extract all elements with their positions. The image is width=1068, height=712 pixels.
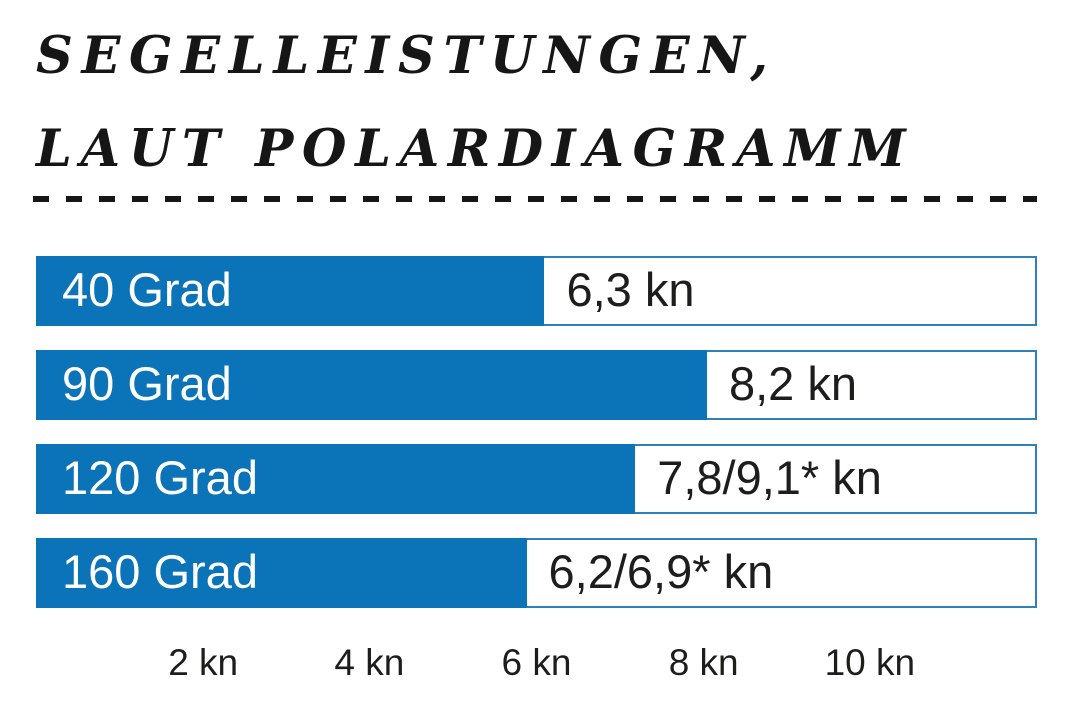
- x-axis-tick-label-2kn: 2 kn: [168, 642, 239, 683]
- chart-title: [36, 10, 914, 196]
- chart-title-line2: LAUT POLARDIAGRAMM: [36, 119, 915, 179]
- x-axis-tick-label-8kn: 8 kn: [668, 642, 739, 683]
- bar-category-label: 40 Grad: [62, 262, 232, 316]
- bar-category-label: 160 Grad: [62, 544, 258, 598]
- bar-category-label: 120 Grad: [62, 450, 258, 504]
- bar-row-90-grad: [36, 350, 1037, 420]
- x-axis-tick-label-10kn: 10 kn: [824, 642, 916, 683]
- bar-row-120-grad: [36, 444, 1037, 514]
- bar-value-label: 8,2 kn: [728, 356, 858, 410]
- bar-fill: [36, 538, 527, 608]
- x-axis-tick-label-4kn: 4 kn: [334, 642, 405, 683]
- x-axis-tick-label-6kn: 6 kn: [501, 642, 572, 683]
- bar-row-160-grad: [36, 538, 1037, 608]
- bar-row-40-grad: [36, 256, 1037, 326]
- chart-title-line1: SEGELLEISTUNGEN,: [36, 26, 777, 86]
- bar-fill: [36, 350, 707, 420]
- bar-value-label: 6,3 kn: [566, 262, 695, 316]
- bar-fill: [36, 444, 635, 514]
- x-axis: [36, 636, 1037, 688]
- bar-value-label: 7,8/9,1* kn: [657, 450, 882, 504]
- bar-fill: [36, 256, 544, 326]
- bar-category-label: 90 Grad: [62, 356, 232, 410]
- bar-value-label: 6,2/6,9* kn: [548, 544, 774, 598]
- dashed-divider: [33, 196, 1037, 202]
